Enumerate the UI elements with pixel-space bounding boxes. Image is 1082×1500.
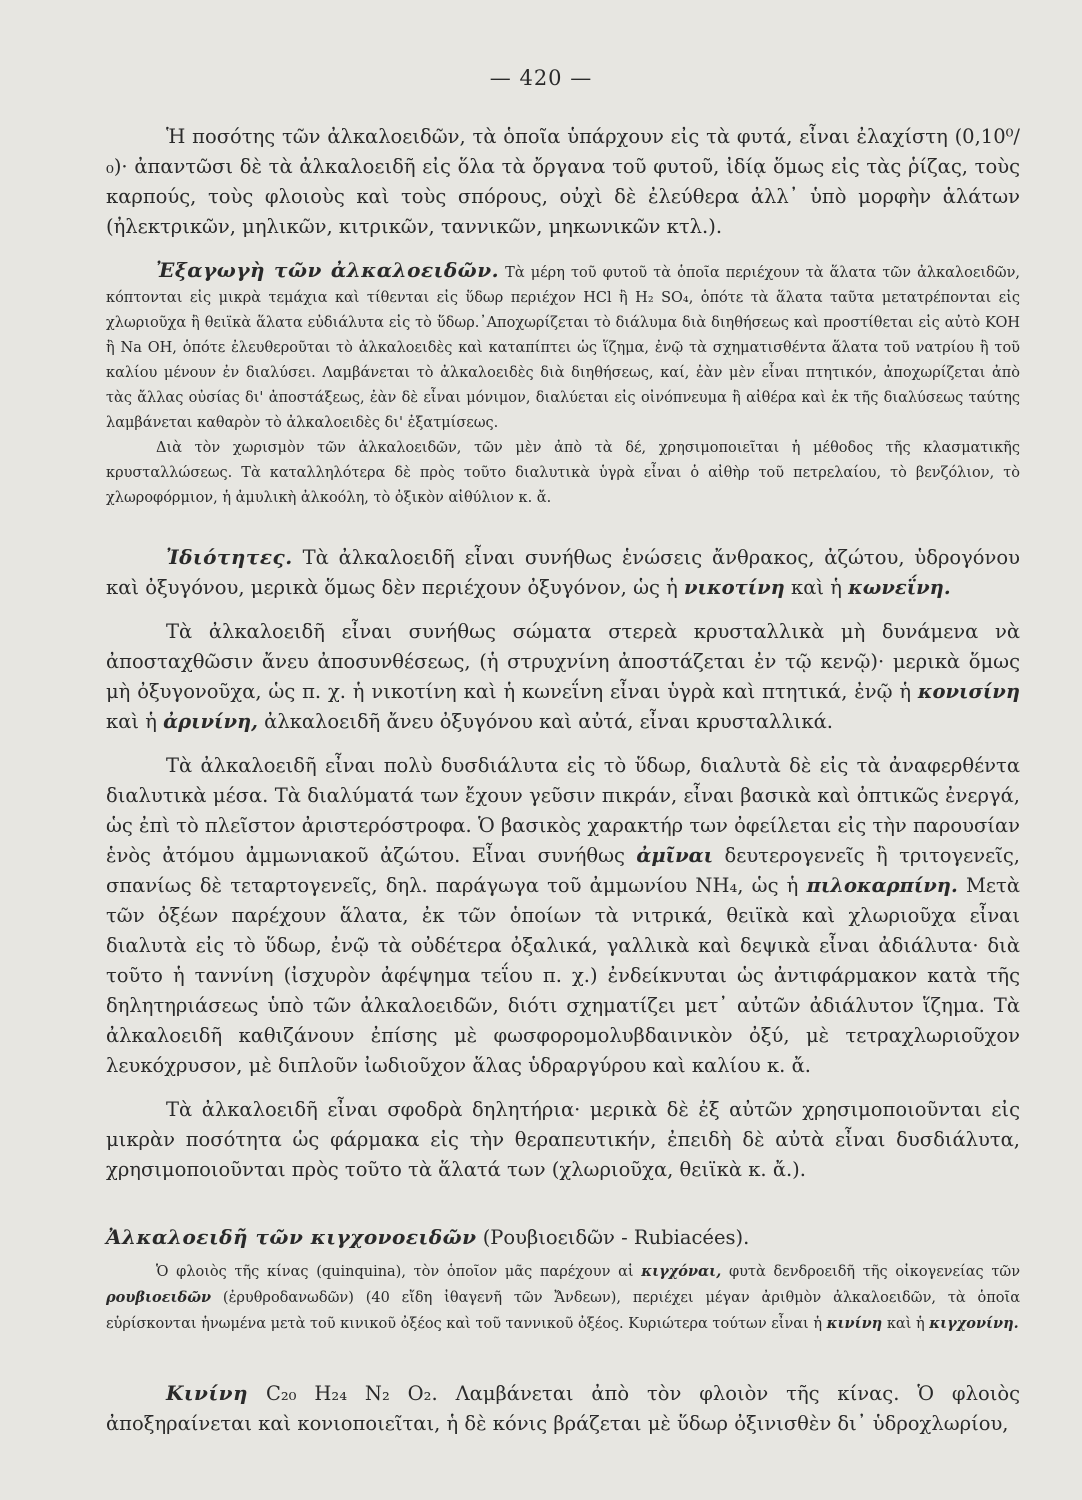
properties-paragraph-3 <box>106 751 1020 1081</box>
extraction-text: Τὰ μέρη τοῦ φυτοῦ τὰ ὁποῖα περιέχουν τὰ ἅλατα τῶν ἀλκαλοειδῶν, κόπτονται εἰς μικρὰ τεμάχια καὶ τίθενται εἰς ὕδωρ περιέχον HCl ἢ H₂ SO₄, ὁπότε τὰ ἅλατα ταῦτα μετατρέπονται εἰς χλωριοῦχα ἢ θειϊκὰ ἅλατα εὐδιάλυτα εἰς τὸ ὕδωρ.᾽Αποχωρίζεται τὸ διάλυμα διὰ διηθήσεως καὶ προστίθεται εἰς αὐτὸ KOH ἢ Na OH, ὁπότε ἐλευθεροῦται τὸ ἀλκαλοειδὲς καὶ καταπίπτει ὡς ἵζημα, ἐνῷ τὰ σχηματισθέντα ἅλατα τοῦ νατρίου ἢ τοῦ καλίου μένουν ἐν διαλύσει. Λαμβάνεται τὸ ἀλκαλοειδὲς διὰ διηθήσεως, καί, ἐὰν μὲν εἶναι πτητικόν, ἀποχωρίζεται ἀπὸ τὰς ἄλλας οὐσίας δι' ἀποστάξεως, ἐὰν δὲ εἶναι μόνιμον, διαλύεται εἰς οἰνόπνευμα ἢ αἰθέρα καὶ ἐκ τῆς διαλύσεως ταύτης λαμβάνεται καθαρὸν τὸ ἀλκαλοειδὲς δι' ἐξατμίσεως. <box>106 265 1020 431</box>
cinchona-paragraph <box>106 1259 1020 1337</box>
extraction-heading: Ἐξαγωγὴ τῶν ἀλκαλοειδῶν. <box>156 258 500 282</box>
term-coniine: κωνεΐνη. <box>848 576 951 599</box>
section-properties <box>106 542 1020 1185</box>
paragraph-intro <box>106 122 1020 242</box>
term-cinchonas: κιγχόναι, <box>641 1263 722 1280</box>
cinchona-text-2: φυτὰ δενδροειδῆ τῆς οἰκογενείας τῶν <box>728 1264 1021 1280</box>
intro-text: Ἡ ποσότης τῶν ἀλκαλοειδῶν, τὰ ὁποῖα ὑπάρχουν εἰς τὰ φυτά, εἶναι ἐλαχίστη (0,10⁰/₀)· ἀπαντῶσι δὲ τὰ ἀλκαλοειδῆ εἰς ὅλα τὰ ὄργανα τοῦ φυτοῦ, ἰδίᾳ ὅμως εἰς τὰς ῥίζας, τοὺς καρπούς, τοὺς φλοιοὺς καὶ τοὺς σπόρους, οὐχὶ δὲ ἐλεύθερα ἀλλ᾽ ὑπὸ μορφὴν ἁλάτων (ἠλεκτρικῶν, μηλικῶν, κιτρικῶν, ταννικῶν, μηκωνικῶν κτλ.). <box>106 125 1020 238</box>
p2-text-c: ἀλκαλοειδῆ ἄνευ ὀξυγόνου καὶ αὐτά, εἶναι κρυσταλλικά. <box>264 710 833 733</box>
p2-text-b: καὶ ἡ <box>106 710 157 733</box>
properties-paragraph-1 <box>106 542 1020 603</box>
properties-heading: Ἰδιότητες. <box>166 545 293 569</box>
cinchona-heading-line <box>106 1222 1020 1253</box>
p2-text-a: Τὰ ἀλκαλοειδῆ εἶναι συνήθως σώματα στερεὰ κρυσταλλικὰ μὴ δυνάμενα νὰ ἀποσταχθῶσιν ἄνευ ἀποσυνθέσεως, (ἡ στρυχνίνη ἀποστάζεται ἐν τῷ κενῷ)· μερικὰ ὅμως μὴ ὀξυγονοῦχα, ὡς π. χ. ἡ νικοτίνη καὶ ἡ κωνεΐνη εἶναι ὑγρὰ καὶ πτητικά, ἐνῷ ἡ <box>106 620 1020 703</box>
extraction-paragraph <box>106 258 1020 436</box>
p3-text-a: Τὰ ἀλκαλοειδῆ εἶναι πολὺ δυσδιάλυτα εἰς τὸ ὕδωρ, διαλυτὰ δὲ εἰς τὰ ἀναφερθέντα διαλυτικὰ μέσα. Τὰ διαλύματά των ἔχουν γεῦσιν πικράν, εἶναι βασικὰ καὶ ὀπτικῶς ἐνεργά, ὡς ἐπὶ τὸ πλεῖστον ἀριστερόστροφα. Ὁ βασικὸς χαρακτήρ των ὀφείλεται εἰς τὴν παρουσίαν ἑνὸς ἀτόμου ἀμμωνιακοῦ ἀζώτου. Εἶναι συνήθως <box>106 754 1020 867</box>
term-rubiaceae: ρουβιοειδῶν <box>106 1289 212 1306</box>
term-pilocarpine: πιλοκαρπίνη. <box>806 874 958 897</box>
p3-text-c: Μετὰ τῶν ὀξέων παρέχουν ἅλατα, ἐκ τῶν ὁποίων τὰ νιτρικά, θειϊκὰ καὶ χλωριοῦχα εἶναι διαλυτὰ εἰς τὸ ὕδωρ, ἐνῷ τὰ οὐδέτερα ὀξαλικά, γαλλικὰ καὶ δεψικὰ εἶναι ἀδιάλυτα· διὰ τοῦτο ἡ ταννίνη (ἰσχυρὸν ἀφέψημα τεΐου π. χ.) ἐνδείκνυται ὡς ἀντιφάρμακον κατὰ τῆς δηλητηριάσεως ὑπὸ τῶν ἀλκαλοειδῶν, διότι σχηματίζει μετ᾽ αὐτῶν ἀδιάλυτον ἵζημα. Τὰ ἀλκαλοειδῆ καθιζάνουν ἐπίσης μὲ φωσφορομολυβδαινικὸν ὀξύ, μὲ τετραχλωριοῦχον λευκόχρυσον, μὲ διπλοῦν ἰωδιοῦχον ἅλας ὑδραργύρου καὶ καλίου κ. ἄ. <box>106 874 1020 1077</box>
p3-text-b: δευτερογενεῖς ἢ τριτογενεῖς, σπανίως δὲ τεταρτογενεῖς, δηλ. παράγωγα τοῦ ἀμμωνίου NH₄, ὡς ἡ <box>106 844 1020 897</box>
term-amines: ἀμῖναι <box>636 844 714 867</box>
term-arinine: ἀρινίνη, <box>163 710 258 733</box>
term-nicotine: νικοτίνη <box>683 576 785 599</box>
cinchona-text-1: Ὁ φλοιὸς τῆς κίνας (quinquina), τὸν ὁποῖον μᾶς παρέχουν αἱ <box>156 1264 634 1280</box>
cinchona-heading-rest: (Ρουβιοειδῶν - Rubiacées). <box>482 1226 750 1249</box>
properties-paragraph-4: Τὰ ἀλκαλοειδῆ εἶναι σφοδρὰ δηλητήρια· μερικὰ δὲ ἐξ αὐτῶν χρησιμοποιοῦνται εἰς μικρὰν ποσότητα ὡς φάρμακα εἰς τὴν θεραπευτικήν, ἐπειδὴ δὲ αὐτὰ εἶναι δυσδιάλυτα, χρησιμοποιοῦνται πρὸς τοῦτο τὰ ἅλατά των (χλωριοῦχα, θειϊκὰ κ. ἄ.). <box>106 1098 1020 1181</box>
quinine-paragraph <box>106 1378 1020 1439</box>
term-konisine: κονισίνη <box>917 680 1020 703</box>
term-quinine: κινίνη <box>826 1315 883 1332</box>
term-cinchonine: κιγχονίνη. <box>929 1315 1019 1332</box>
cinchona-text-3: (ἐρυθροδανωδῶν) (40 εἴδη ἰθαγενῆ τῶν Ἄνδεων), περιέχει μέγαν ἀριθμὸν ἀλκαλοειδῶν, τὰ ὁποῖα εὑρίσκονται ἡνωμένα μετὰ τοῦ κινικοῦ ὀξέος καὶ τοῦ ταννικοῦ ὀξέος. Κυριώτερα τούτων εἶναι ἡ <box>106 1290 1020 1332</box>
section-quinine <box>106 1378 1020 1439</box>
properties-text-a: Τὰ ἀλκαλοειδῆ εἶναι συνήθως ἑνώσεις ἄνθρακος, ἀζώτου, ὑδρογόνου καὶ ὀξυγόνου, μερικὰ ὅμως δὲν περιέχουν ὀξυγόνον, ὡς ἡ <box>106 546 1020 599</box>
properties-text-b: καὶ ἡ <box>791 576 842 599</box>
properties-paragraph-2 <box>106 617 1020 737</box>
section-extraction <box>106 258 1020 511</box>
quinine-text: Λαμβάνεται ἀπὸ τὸν φλοιὸν τῆς κίνας. Ὁ φλοιὸς ἀποξηραίνεται καὶ κονιοποιεῖται, ἡ δὲ κόνις βράζεται μὲ ὕδωρ ὀξινισθὲν δι᾽ ὑδροχλωρίου, <box>106 1382 1020 1435</box>
quinine-formula: C₂₀ H₂₄ N₂ O₂. <box>265 1382 438 1405</box>
cinchona-heading: Ἀλκαλοειδῆ τῶν κιγχονοειδῶν <box>106 1225 477 1249</box>
separation-text: Διὰ τὸν χωρισμὸν τῶν ἀλκαλοειδῶν, τῶν μὲν ἀπὸ τὰ δέ, χρησιμοποιεῖται ἡ μέθοδος τῆς κλασματικῆς κρυσταλλώσεως. Τὰ καταλληλότερα δὲ πρὸς τοῦτο διαλυτικὰ ὑγρὰ εἶναι ὁ αἰθὴρ τοῦ πετρελαίου, τὸ βενζόλιον, τὸ χλωροφόρμιον, ἡ ἀμυλικὴ ἀλκοόλη, τὸ ὀξικὸν αἰθύλιον κ. ἄ. <box>106 440 1020 506</box>
cinchona-text-4: καὶ ἡ <box>886 1316 925 1332</box>
section-cinchona <box>106 1222 1020 1337</box>
page-number: — 420 — <box>489 66 593 90</box>
quinine-heading: Κινίνη <box>166 1381 249 1405</box>
